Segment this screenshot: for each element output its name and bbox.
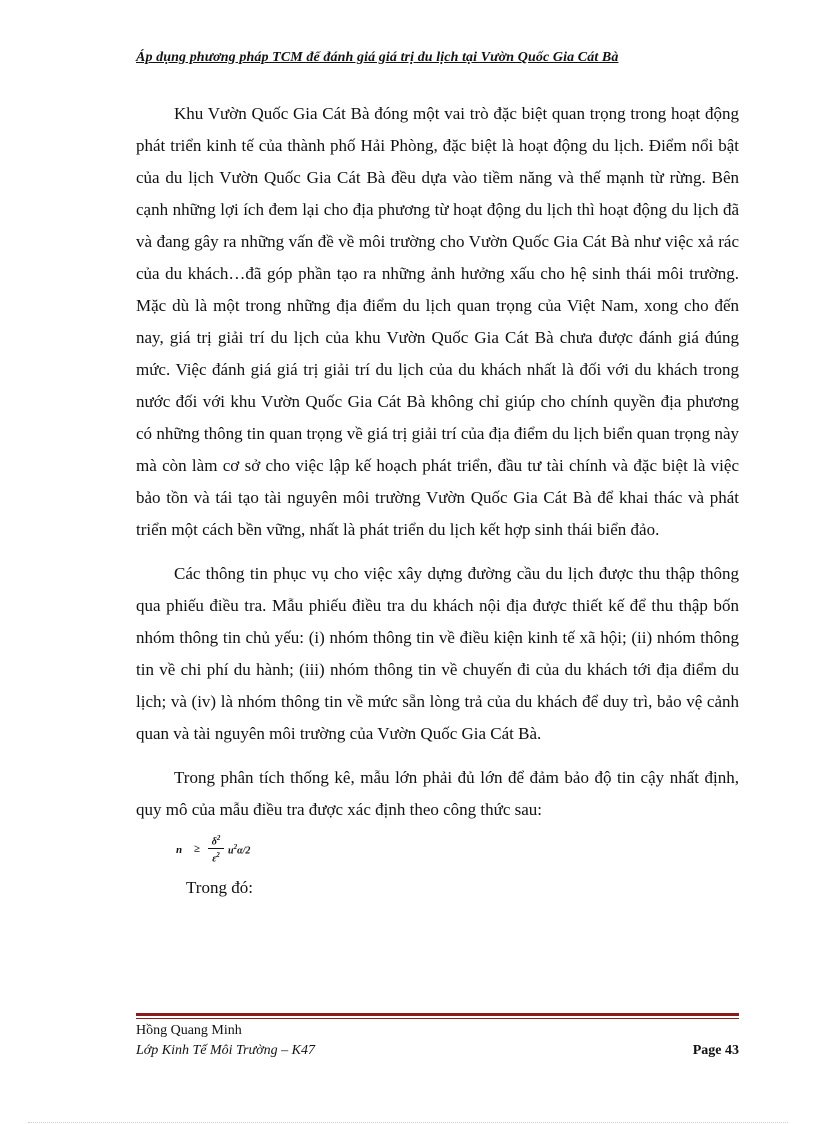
footer-rule-thick (136, 1013, 739, 1016)
paragraph-2: Các thông tin phục vụ cho việc xây dựng đường cầu du lịch được thu thập thông qua phiếu điều tra. Mẫu phiếu điều tra du khách nội địa được thiết kế để thu thập bốn nhóm thông tin chủ yếu: (i) nhóm thông tin về điều kiện kinh tế xã hội; (ii) nhóm thông tin về chi phí du hành; (iii) nhóm thông tin về chuyến đi của du khách tới địa điểm du lịch; và (iv) là nhóm thông tin về mức sẵn lòng trả của du khách để duy trì, bảo vệ cảnh quan và tài nguyên môi trường của Vườn Quốc Gia Cát Bà. (136, 564, 739, 743)
formula-denominator: $\varepsilon^2$ (212, 851, 220, 865)
formula-numerator: $\delta^2$ (208, 832, 224, 849)
formula-u-term: $u^2\alpha/2$ (228, 843, 251, 857)
paragraph-1: Khu Vườn Quốc Gia Cát Bà đóng một vai trò đặc biệt quan trọng trong hoạt động phát triển kinh tế của thành phố Hải Phòng, đặc biệt là hoạt động du lịch. Điểm nổi bật của du lịch Vườn Quốc Gia Cát Bà đều dựa vào tiềm năng và thế mạnh từ rừng. Bên cạnh những lợi ích đem lại cho địa phương từ hoạt động du lịch thì hoạt động du lịch đã và đang gây ra những vấn đề về môi trường cho Vườn Quốc Gia Cát Bà như việc xả rác của du khách…đã góp phần tạo ra những ảnh hưởng xấu cho hệ sinh thái môi trường. Mặc dù là một trong những địa điểm du lịch quan trọng của Việt Nam, xong cho đến nay, giá trị giải trí du lịch của khu Vườn Quốc Gia Cát Bà chưa được đánh giá đúng mức. Việc đánh giá giá trị giải trí du lịch của du khách nhất là đối với du khách trong nước đối với khu Vườn Quốc Gia Cát Bà không chỉ giúp cho chính quyền địa phương có những thông tin quan trọng về giá trị giải trí của địa điểm du lịch biển quan trọng này mà còn làm cơ sở cho việc lập kế hoạch phát triển, đầu tư tài chính và đặc biệt là việc bảo tồn và tái tạo tài nguyên môi trường Vườn Quốc Gia Cát Bà để khai thác và phát triển một cách bền vững, nhất là phát triển du lịch kết hợp sinh thái biển đảo. (136, 104, 739, 539)
footer-author: Hồng Quang Minh (136, 1023, 242, 1038)
running-header: Áp dụng phương pháp TCM để đánh giá giá trị du lịch tại Vườn Quốc Gia Cát Bà (136, 50, 619, 65)
document-body (136, 98, 739, 900)
paragraph-3: Trong phân tích thống kê, mẫu lớn phải đủ lớn để đảm bảo độ tin cậy nhất định, quy mô của mẫu điều tra được xác định theo công thức sau: (136, 768, 739, 819)
formula-fraction (208, 832, 224, 866)
footer-page-number: Page 43 (692, 1043, 739, 1058)
footer-class: Lớp Kinh Tế Môi Trường – K47 (136, 1043, 315, 1058)
formula-geq: ≥ (194, 843, 201, 855)
page-footer (136, 1021, 739, 1061)
footer-rule-thin (136, 1018, 739, 1019)
formula-n: n (176, 844, 183, 856)
sample-size-formula (176, 830, 739, 876)
trong-do-label: Trong đó: (186, 878, 253, 897)
